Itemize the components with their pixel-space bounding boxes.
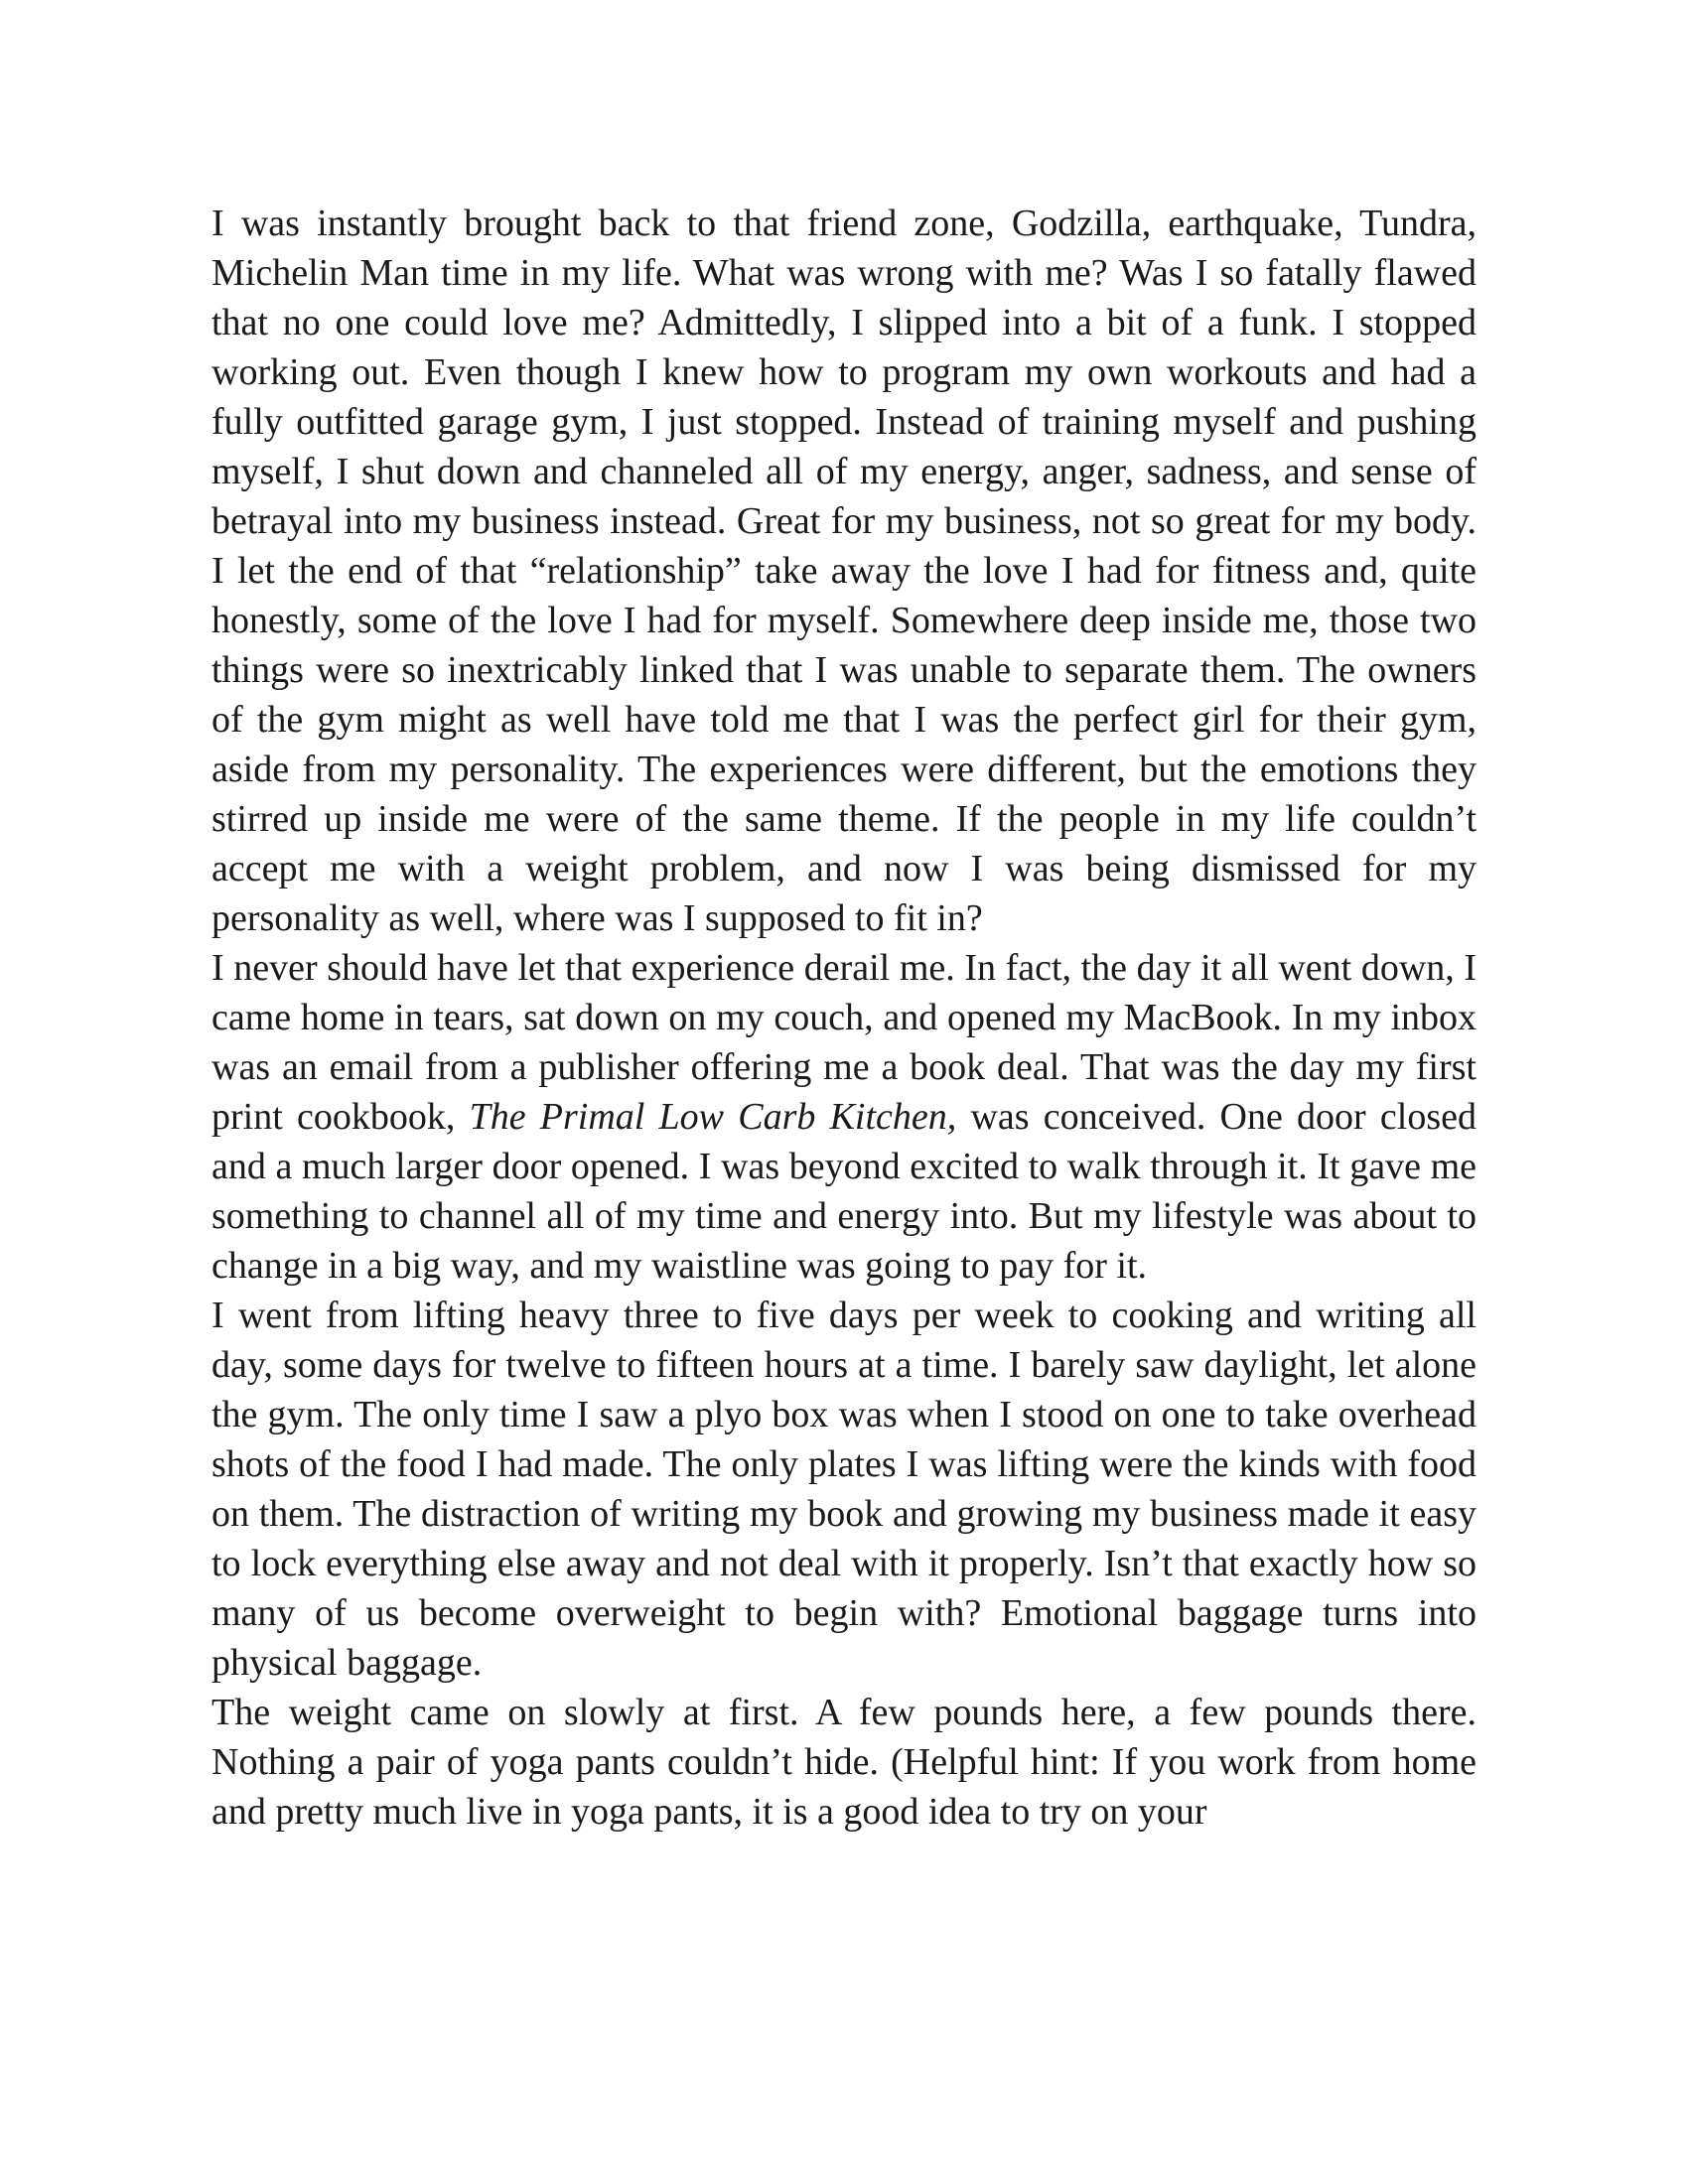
paragraph-2-start: I never should have let that experience derail me. In fact, the day it all went down, I came home in tears, sat down on my couch, and opened my MacBook. In my inbox was an email from a publisher offering me a book deal. That was the day my first print cookbook, xyxy=(211,947,1477,1138)
paragraph-1: I was instantly brought back to that friend zone, Godzilla, earthquake, Tundra, Michelin Man time in my life. What was wrong with me? Was I so fatally flawed that no one could love me? Admittedly, I slipped into a bit of a funk. I stopped working out. Even though I knew how to program my own workouts and had a fully outfitted garage gym, I just stopped. Instead of training myself and pushing myself, I shut down and channeled all of my energy, anger, sadness, and sense of betrayal into my business instead. Great for my business, not so great for my body. I let the end of that “relationship” take away the love I had for fitness and, quite honestly, some of the love I had for myself. Somewhere deep inside me, those two things were so inextricably linked that I was unable to separate them. The owners of the gym might as well have told me that I was the perfect girl for their gym, aside from my personality. The experiences were different, but the emotions they stirred up inside me were of the same theme. If the people in my life couldn’t accept me with a weight problem, and now I was being dismissed for my personality as well, where was I supposed to fit in? xyxy=(211,203,1477,939)
paragraph-2 xyxy=(211,943,1477,1291)
body-text xyxy=(211,199,1477,1837)
paragraph-3: I went from lifting heavy three to five days per week to cooking and writing all day, some days for twelve to fifteen hours at a time. I barely saw daylight, let alone the gym. The only time I saw a plyo box was when I stood on one to take overhead shots of the food I had made. The only plates I was lifting were the kinds with food on them. The distraction of writing my book and growing my business made it easy to lock everything else away and not deal with it properly. Isn’t that exactly how so many of us become overweight to begin with? Emotional baggage turns into physical baggage. xyxy=(211,1295,1477,1684)
paragraph-2-end: was conceived. One door closed and a much larger door opened. I was beyond excited to walk through it. It gave me something to channel all of my time and energy into. But my lifestyle was about to change in a big way, and my waistline was going to pay for it. xyxy=(211,1096,1477,1287)
book-title: The Primal Low Carb Kitchen, xyxy=(469,1096,957,1138)
paragraph-4: The weight came on slowly at first. A few pounds here, a few pounds there. Nothing a pair of yoga pants couldn’t hide. (Helpful hint: If you work from home and pretty much live in yoga pants, it is a good idea to try on your xyxy=(211,1692,1477,1833)
